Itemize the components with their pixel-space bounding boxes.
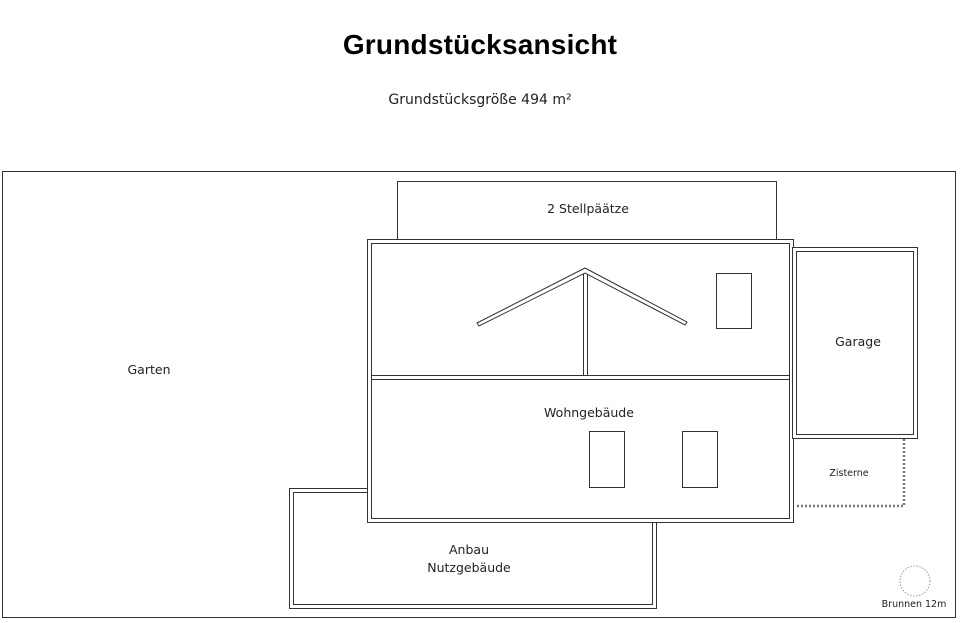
annex-label-line2: Nutzgebäude xyxy=(427,560,511,575)
plan-title: Grundstücksansicht xyxy=(342,29,618,60)
well-label: Brunnen 12m xyxy=(881,599,947,610)
parking-label: 2 Stellpäätze xyxy=(547,201,629,216)
window-upper xyxy=(717,274,752,329)
window-lower-left xyxy=(590,432,625,488)
plot-size-caption: Grundstücksgröße 494 m² xyxy=(388,92,572,108)
cistern-label: Zisterne xyxy=(829,468,869,479)
garden-label: Garten xyxy=(127,362,171,377)
house-label: Wohngebäude xyxy=(544,405,634,420)
annex-label-line1: Anbau xyxy=(449,542,489,557)
garage-label: Garage xyxy=(835,334,881,349)
window-lower-right xyxy=(683,432,718,488)
well-circle xyxy=(900,566,930,596)
